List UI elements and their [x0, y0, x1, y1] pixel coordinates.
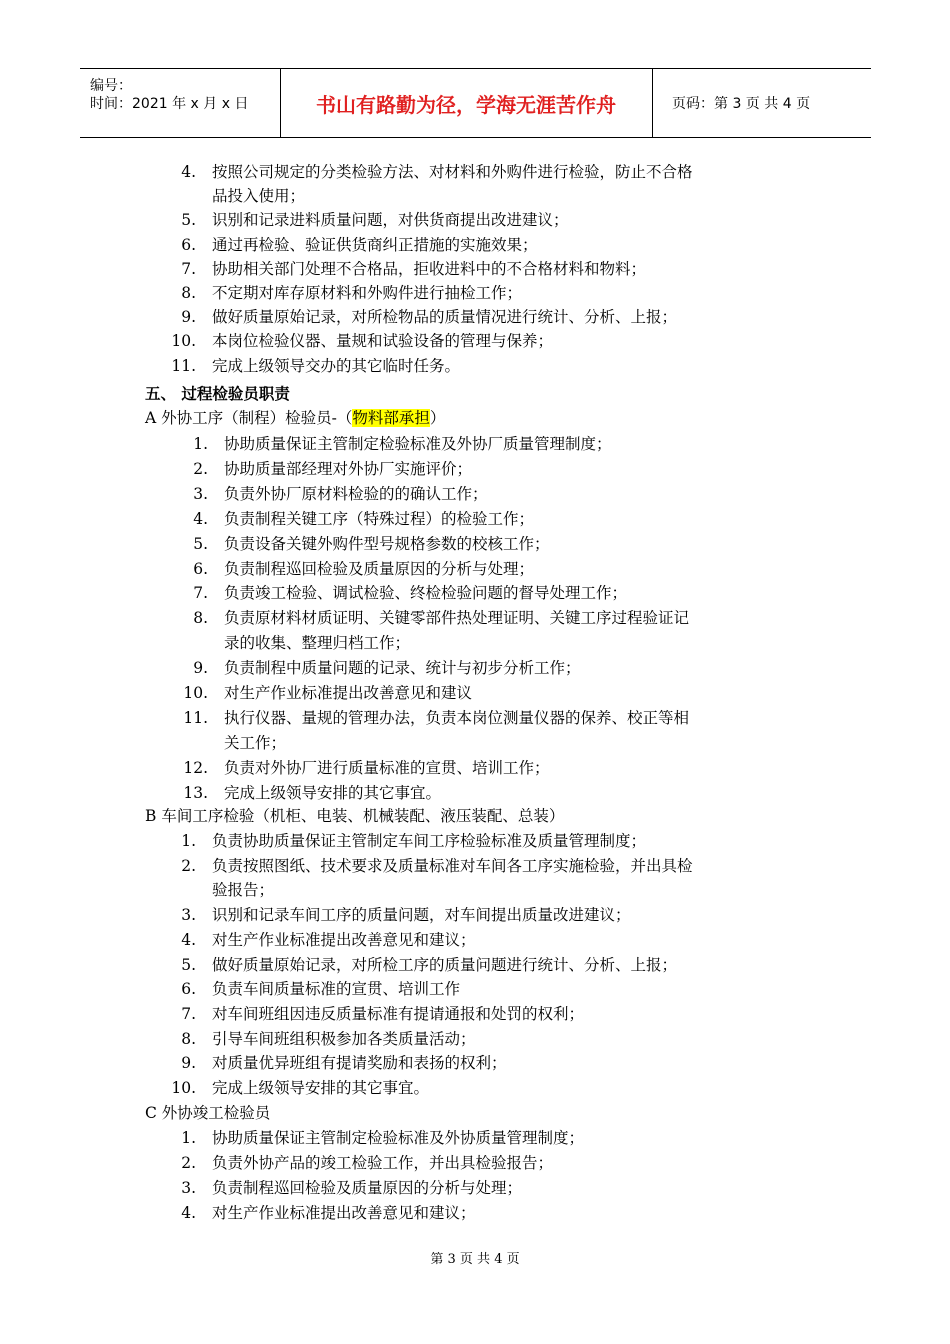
list-item-text: 对质量优异班组有提请奖励和表扬的权利； [212, 1054, 507, 1073]
list-item-number: 1. [181, 1129, 196, 1147]
list-item-text: 协助质量保证主管制定检验标准及外协厂质量管理制度； [224, 435, 612, 453]
list-item-text: 按照公司规定的分类检验方法、对材料和外购件进行检验，防止不合格 [212, 163, 693, 181]
highlighted-text: 物料部承担 [352, 409, 430, 428]
list-item-number: 5. [181, 955, 196, 974]
list-item-number: 8. [193, 609, 208, 628]
list-item-text: 做好质量原始记录，对所检物品的质量情况进行统计、分析、上报； [212, 308, 678, 327]
list-item-text: 负责制程中质量问题的记录、统计与初步分析工作； [224, 659, 581, 678]
list-item-text: 对生产作业标准提出改善意见和建议 [224, 684, 473, 702]
list-item-text: 对生产作业标准提出改善意见和建议； [212, 1204, 476, 1222]
list-item-text: 负责外协产品的竣工检验工作，并出具检验报告； [212, 1154, 554, 1172]
section-5-heading [145, 384, 290, 404]
list-item-number: 9. [181, 1054, 196, 1073]
list-item-text: 不定期对库存原材料和外购件进行抽检工作； [212, 284, 523, 302]
list-item-text: 通过再检验、验证供货商纠正措施的实施效果； [212, 235, 538, 254]
list-item-text: 协助相关部门处理不合格品，拒收进料中的不合格材料和物料； [212, 259, 647, 278]
subsection-a-title [145, 408, 445, 428]
list-item-text: 识别和记录进料质量问题，对供货商提出改进建议； [212, 211, 569, 230]
list-item-text: 负责协助质量保证主管制定车间工序检验标准及质量管理制度； [212, 832, 647, 850]
list-item-number: 6. [193, 559, 208, 578]
list-item-number: 4. [181, 1204, 196, 1222]
list-item-text: 品投入使用； [212, 187, 306, 206]
subsection-c-title: C 外协竣工检验员 [145, 1104, 271, 1122]
list-item-text: 负责对外协厂进行质量标准的宣贯、培训工作； [224, 758, 550, 777]
list-item-number: 13. [183, 783, 208, 802]
header-page-label: 页码：第 3 页 共 4 页 [672, 96, 811, 112]
page-footer: 第 3 页 共 4 页 [430, 1252, 520, 1267]
list-item-text: 负责设备关键外购件型号规格参数的校核工作； [224, 534, 550, 553]
list-item-number: 7. [181, 1004, 196, 1023]
section-heading: 五、 过程检验员职责 [145, 385, 290, 403]
list-item-text: 执行仪器、量规的管理办法，负责本岗位测量仪器的保养、校正等相 [224, 708, 690, 727]
list-item-number: 6. [181, 235, 196, 254]
list-item-text: 负责车间质量标准的宣贯、培训工作 [212, 980, 461, 999]
list-item-number: 3. [181, 906, 196, 925]
list-item-text: 负责按照图纸、技术要求及质量标准对车间各工序实施检验，并出具检 [212, 856, 693, 875]
list-item-text: 负责制程巡回检验及质量原因的分析与处理； [212, 1179, 523, 1197]
header-divider [652, 69, 653, 137]
list-item-number: 5. [181, 211, 196, 230]
list-item-number: 4. [181, 163, 196, 181]
subsection-b-title: B 车间工序检验（机柜、电装、机械装配、液压装配、总装） [145, 807, 565, 825]
list-item-number: 11. [171, 356, 196, 375]
list-item-number: 1. [181, 832, 196, 850]
document-date-label: 时间：2021 年 x 月 x 日 [90, 96, 249, 112]
list-item-number: 5. [193, 534, 208, 553]
list-item-number: 12. [183, 758, 208, 777]
list-item-number: 4. [193, 509, 208, 528]
list-item-text: 本岗位检验仪器、量规和试验设备的管理与保养； [212, 332, 554, 351]
list-item-number: 2. [181, 856, 196, 875]
list-item-number: 8. [181, 284, 196, 302]
list-item-text: 协助质量部经理对外协厂实施评价； [224, 459, 473, 478]
list-item-number: 10. [171, 332, 196, 351]
list-item-text: 完成上级领导交办的其它临时任务。 [212, 356, 461, 375]
list-item-text: 识别和记录车间工序的质量问题，对车间提出质量改进建议； [212, 906, 631, 925]
list-item-number: 6. [181, 980, 196, 999]
list-item-number: 8. [181, 1029, 196, 1048]
list-item-text: 负责竣工检验、调试检验、终检检验问题的督导处理工作； [224, 584, 628, 603]
list-item-number: 10. [171, 1079, 196, 1097]
list-item-text: 验报告； [212, 881, 275, 900]
list-item-number: 2. [193, 459, 208, 478]
list-item-number: 7. [193, 584, 208, 603]
subsection-c [145, 1103, 270, 1123]
list-item-text: 完成上级领导安排的其它事宜。 [224, 783, 442, 802]
list-item-text: 对车间班组因违反质量标准有提请通报和处罚的权利； [212, 1004, 585, 1023]
list-item-text: 录的收集、整理归档工作； [224, 634, 411, 653]
list-item-number: 3. [193, 484, 208, 503]
page-header [80, 68, 871, 138]
list-item-text: 负责制程关键工序（特殊过程）的检验工作； [224, 509, 535, 528]
subsection-a-suffix: ） [429, 409, 446, 428]
list-item-text: 协助质量保证主管制定检验标准及外协质量管理制度； [212, 1129, 585, 1147]
header-motto: 书山有路勤为径，学海无涯苦作舟 [316, 92, 616, 117]
list-item-number: 11. [183, 708, 208, 727]
list-item-text: 负责外协厂原材料检验的的确认工作； [224, 484, 488, 503]
list-item-text: 引导车间班组积极参加各类质量活动； [212, 1029, 476, 1048]
list-item-text: 对生产作业标准提出改善意见和建议； [212, 930, 476, 949]
list-item-text: 完成上级领导安排的其它事宜。 [212, 1079, 430, 1097]
subsection-b [145, 806, 564, 826]
list-item-number: 9. [181, 308, 196, 327]
document-number-label: 编号： [90, 78, 132, 94]
list-item-number: 9. [193, 659, 208, 678]
list-item-number: 3. [181, 1179, 196, 1197]
list-item-number: 1. [193, 435, 208, 453]
list-item-text: 负责原材料材质证明、关键零部件热处理证明、关键工序过程验证记 [224, 609, 690, 628]
list-item-text: 负责制程巡回检验及质量原因的分析与处理； [224, 559, 535, 578]
header-meta [80, 69, 280, 137]
list-item-number: 10. [183, 684, 208, 702]
list-item-number: 2. [181, 1154, 196, 1172]
list-item-text: 关工作； [224, 733, 287, 752]
list-item-number: 4. [181, 930, 196, 949]
list-item-number: 7. [181, 259, 196, 278]
list-item-text: 做好质量原始记录，对所检工序的质量问题进行统计、分析、上报； [212, 955, 678, 974]
subsection-a-prefix: A 外协工序（制程）检验员-（ [145, 409, 353, 428]
